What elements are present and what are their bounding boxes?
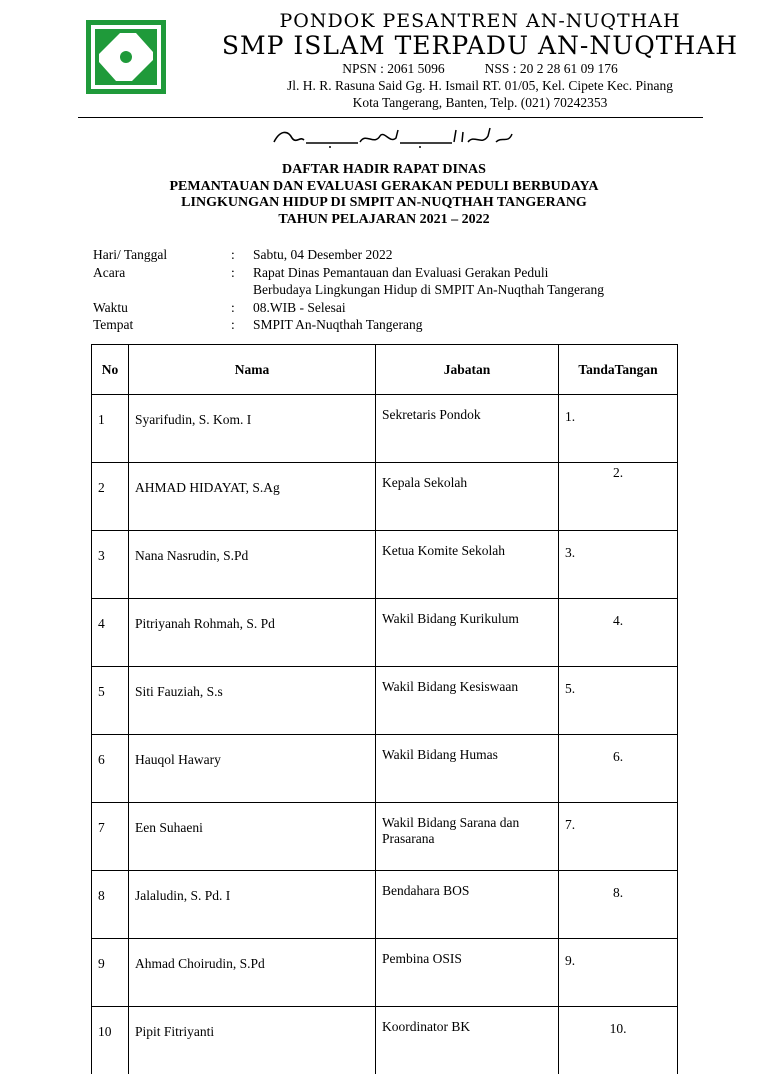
row-nama: Jalaludin, S. Pd. I: [129, 871, 376, 939]
table-row: [92, 735, 678, 803]
table-row: [92, 1007, 678, 1074]
date-value: Sabtu, 04 Desember 2022: [253, 246, 673, 264]
table-row: [92, 395, 678, 463]
place-value: SMPIT An-Nuqthah Tangerang: [253, 316, 673, 334]
header-nama: Nama: [129, 345, 376, 395]
letterhead: [220, 10, 740, 111]
basmalah-calligraphy-icon: [270, 124, 515, 150]
row-nama: Een Suhaeni: [129, 803, 376, 871]
title-line1: DAFTAR HADIR RAPAT DINAS: [0, 162, 768, 179]
row-nama: Syarifudin, S. Kom. I: [129, 395, 376, 463]
title-line3: LINGKUNGAN HIDUP DI SMPIT AN-NUQTHAH TANGERANG: [0, 195, 768, 212]
row-no: 2: [92, 463, 129, 531]
nss: NSS : 20 2 28 61 09 176: [485, 61, 618, 76]
colon: :: [231, 246, 253, 264]
row-jabatan: Sekretaris Pondok: [376, 395, 559, 463]
header-tanda-tangan: TandaTangan: [559, 345, 678, 395]
row-nama: AHMAD HIDAYAT, S.Ag: [129, 463, 376, 531]
row-jabatan: Koordinator BK: [376, 1007, 559, 1074]
row-nama: Pitriyanah Rohmah, S. Pd: [129, 599, 376, 667]
colon: :: [231, 316, 253, 334]
row-no: 8: [92, 871, 129, 939]
row-nama: Pipit Fitriyanti: [129, 1007, 376, 1074]
row-signature: 2.: [559, 463, 678, 531]
row-jabatan: Pembina OSIS: [376, 939, 559, 1007]
row-jabatan: Kepala Sekolah: [376, 463, 559, 531]
row-nama: Ahmad Choirudin, S.Pd: [129, 939, 376, 1007]
table-row: [92, 871, 678, 939]
row-no: 4: [92, 599, 129, 667]
row-no: 3: [92, 531, 129, 599]
row-no: 5: [92, 667, 129, 735]
row-signature: 1.: [559, 395, 678, 463]
row-nama: Nana Nasrudin, S.Pd: [129, 531, 376, 599]
row-signature: 7.: [559, 803, 678, 871]
org-name-line2: SMP ISLAM TERPADU AN-NUQTHAH: [220, 32, 740, 60]
school-logo-icon: [84, 18, 168, 96]
header-no: No: [92, 345, 129, 395]
row-signature: 8.: [559, 871, 678, 939]
table-row: [92, 667, 678, 735]
agenda-value-line2: Berbudaya Lingkungan Hidup di SMPIT An-Nuqthah Tangerang: [253, 281, 673, 299]
header-jabatan: Jabatan: [376, 345, 559, 395]
row-nama: Hauqol Hawary: [129, 735, 376, 803]
table-row: [92, 463, 678, 531]
agenda-label: Acara: [93, 264, 231, 282]
row-signature: 3.: [559, 531, 678, 599]
table-row: [92, 599, 678, 667]
row-signature: 4.: [559, 599, 678, 667]
row-no: 10: [92, 1007, 129, 1074]
meeting-info: [93, 246, 673, 334]
time-label: Waktu: [93, 299, 231, 317]
row-signature: 5.: [559, 667, 678, 735]
row-signature: 9.: [559, 939, 678, 1007]
npsn: NPSN : 2061 5096: [342, 61, 444, 76]
row-jabatan: Ketua Komite Sekolah: [376, 531, 559, 599]
address-line2: Kota Tangerang, Banten, Telp. (021) 70242353: [220, 94, 740, 111]
date-label: Hari/ Tanggal: [93, 246, 231, 264]
title-line4: TAHUN PELAJARAN 2021 – 2022: [0, 212, 768, 229]
time-value: 08.WIB - Selesai: [253, 299, 673, 317]
row-jabatan: Wakil Bidang Sarana dan Prasarana: [376, 803, 559, 871]
table-row: [92, 803, 678, 871]
colon: :: [231, 264, 253, 282]
row-jabatan: Bendahara BOS: [376, 871, 559, 939]
row-no: 7: [92, 803, 129, 871]
row-no: 1: [92, 395, 129, 463]
row-jabatan: Wakil Bidang Kurikulum: [376, 599, 559, 667]
document-title: [0, 162, 768, 228]
row-signature: 6.: [559, 735, 678, 803]
row-jabatan: Wakil Bidang Kesiswaan: [376, 667, 559, 735]
row-signature: 10.: [559, 1007, 678, 1074]
row-nama: Siti Fauziah, S.s: [129, 667, 376, 735]
row-no: 6: [92, 735, 129, 803]
table-header-row: [92, 345, 678, 395]
row-jabatan: Wakil Bidang Humas: [376, 735, 559, 803]
table-row: [92, 531, 678, 599]
colon: :: [231, 299, 253, 317]
place-label: Tempat: [93, 316, 231, 334]
org-name-line1: PONDOK PESANTREN AN-NUQTHAH: [220, 10, 740, 32]
row-no: 9: [92, 939, 129, 1007]
attendance-table: [91, 344, 678, 1074]
header-divider: [78, 117, 703, 118]
agenda-value-line1: Rapat Dinas Pemantauan dan Evaluasi Gerakan Peduli: [253, 264, 673, 282]
title-line2: PEMANTAUAN DAN EVALUASI GERAKAN PEDULI BERBUDAYA: [0, 179, 768, 196]
table-row: [92, 939, 678, 1007]
registration-numbers: [220, 60, 740, 77]
address-line1: Jl. H. R. Rasuna Said Gg. H. Ismail RT. 01/05, Kel. Cipete Kec. Pinang: [220, 77, 740, 94]
